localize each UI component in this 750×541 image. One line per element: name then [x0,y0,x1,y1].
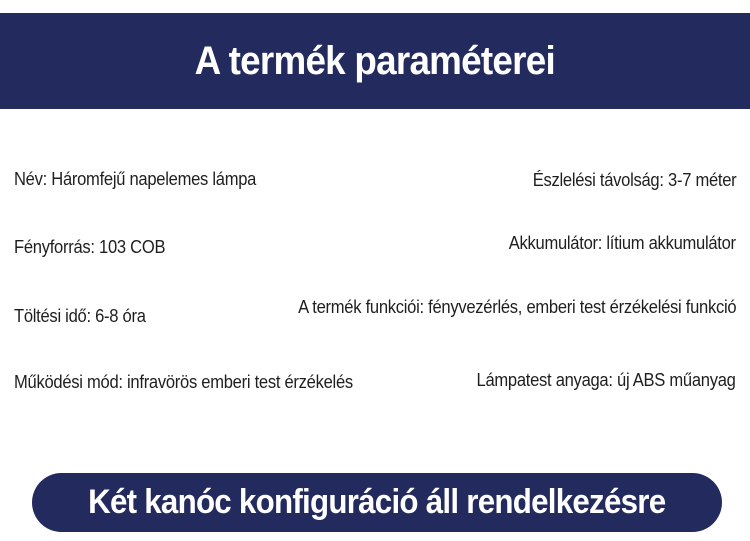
spec-functions: A termék funkciói: fényvezérlés, emberi test érzékelési funkció [297,297,736,317]
configuration-banner-text: Két kanóc konfiguráció áll rendelkezésre [88,483,666,521]
spec-charging-time: Töltési idő: 6-8 óra [14,306,146,326]
spec-light-source: Fényforrás: 103 COB [14,237,166,257]
configuration-banner [32,473,722,532]
spec-detection-distance: Észlelési távolság: 3-7 méter [532,170,736,190]
spec-name: Név: Háromfejű napelemes lámpa [14,169,257,189]
spec-housing-material: Lámpatest anyaga: új ABS műanyag [476,370,736,390]
spec-operating-mode: Működési mód: infravörös emberi test érzékelés [14,372,353,392]
page-title: A termék paraméterei [194,38,556,83]
spec-battery: Akkumulátor: lítium akkumulátor [508,233,736,253]
header-band [0,13,750,109]
